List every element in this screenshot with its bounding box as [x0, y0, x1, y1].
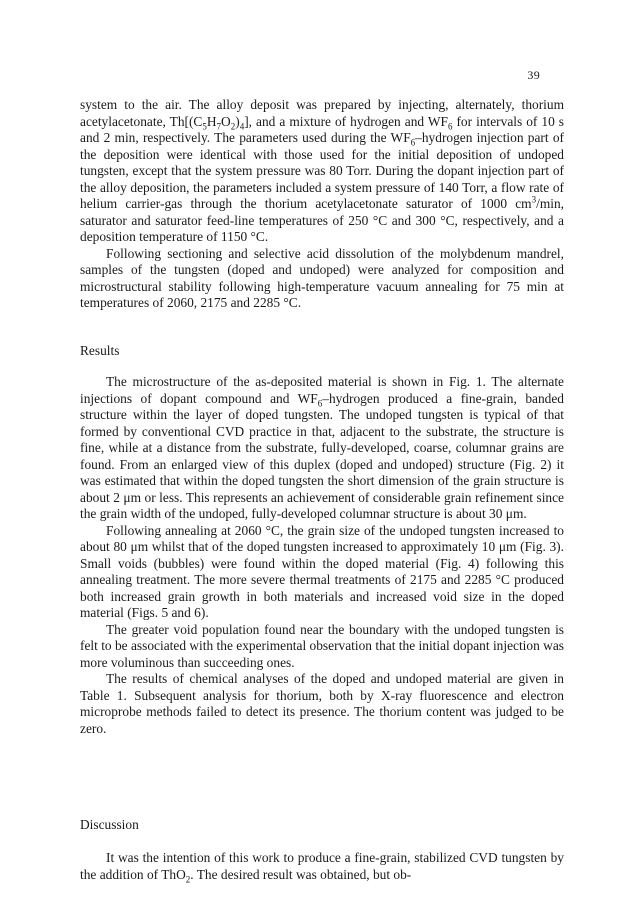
page-number: 39 — [527, 68, 540, 82]
results-paragraph-2: Following annealing at 2060 °C, the grain size of the undoped tungsten increased to about 80 μm whilst that of the doped tungsten increased to approximately 10 μm (Fig. 3). Small voids (bubbles) were found within the doped material (Fig. 4) following this annealing treatment. The more severe thermal treatments of 2175 and 2285 °C produced both increased grain growth in both materials and increased void size in the doped material (Figs. 5 and 6). — [80, 522, 564, 620]
results-paragraph-3: The greater void population found near the boundary with the undoped tungsten is felt to be associated with the experimental observation that the initial dopant injection was more voluminous than succeeding ones. — [80, 621, 564, 670]
results-paragraph-1: The microstructure of the as-deposited material is shown in Fig. 1. The alternate injections of dopant compound and $WF_6$–hydrogen produced a fine-grain, banded structure within the layer of doped tungsten. The undoped tungsten is typical of that formed by conventional CVD practice in that, adjacent to the substrate, the structure is fine, while at a distance from the substrate, fully-developed, coarse, columnar grains are found. From an enlarged view of this duplex (doped and undoped) structure (Fig. 2) it was estimated that within the doped tungsten the short dimension of the grain structure is about 2 μm or less. This represents an achievement of considerable grain refinement since the grain width of the undoped, fully-developed columnar structure is about 30 μm. — [80, 374, 564, 521]
discussion-text-block — [80, 850, 564, 883]
intro-text-block — [80, 97, 564, 312]
intro-paragraph-2: Following sectioning and selective acid dissolution of the molybdenum mandrel, samples of the tungsten (doped and undoped) were analyzed for composition and microstructural stability following high-temperature vacuum annealing for 75 min at temperatures of 2060, 2175 and 2285 °C. — [80, 245, 564, 310]
intro-paragraph-1: system to the air. The alloy deposit was prepared by injecting, alternately, thorium acetylacetonate, $Th[(C_5H_7O_2)_4]$, and a mixture of hydrogen and $WF_6$ for intervals of 10 s and 2 min, respectively. The parameters used during the $WF_6$–hydrogen injection part of the deposition were identical with those used for the initial deposition of undoped tungsten, except that the system pressure was 80 Torr. During the dopant injection part of the alloy deposition, the parameters included a system pressure of 140 Torr, a flow rate of helium carrier-gas through the thorium acetylacetonate saturator of 1000 $cm^3/\min$, saturator and saturator feed-line temperatures of 250 °C and 300 °C, respectively, and a deposition temperature of 1150 °C. — [80, 97, 565, 244]
discussion-paragraph-1: It was the intention of this work to produce a fine-grain, stabilized CVD tungsten by the addition of ThO$_2$. The desired result was obtained, but ob- — [80, 850, 564, 885]
results-heading: Results — [80, 343, 120, 358]
results-text-block — [80, 374, 564, 737]
discussion-heading: Discussion — [80, 817, 139, 832]
results-paragraph-4: The results of chemical analyses of the doped and undoped material are given in Table 1. Subsequent analysis for thorium, both by X-ray fluorescence and electron microprobe methods failed to detect its presence. The thorium content was judged to be zero. — [80, 671, 564, 736]
